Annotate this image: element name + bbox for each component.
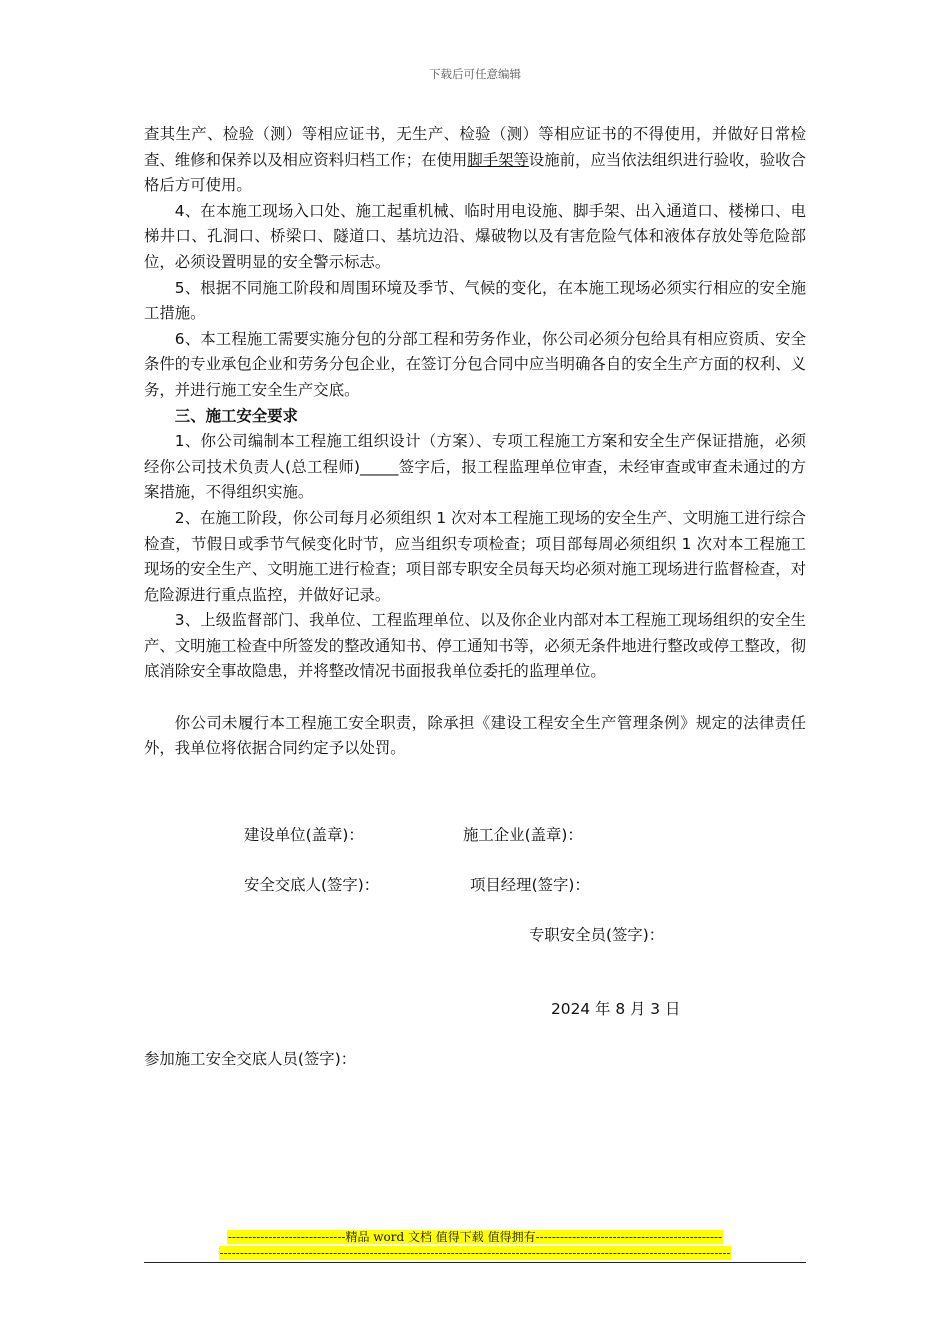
underlined-term: 脚手架等 xyxy=(467,150,529,169)
paragraph-item-6: 6、本工程施工需要实施分包的分部工程和劳务作业，你公司必须分包给具有相应资质、安全条件的专业承包企业和劳务分包企业，在签订分包合同中应当明确各自的安全生产方面的权利、义务，并进行施工安全生产交底。 xyxy=(144,329,806,399)
contractor-seal-label: 施工企业(盖章)： xyxy=(463,826,583,844)
requirement-item-1: 1、你公司编制本工程施工组织设计（方案）、专项工程施工方案和安全生产保证措施，必须经你公司技术负责人(总工程师)_____签字后，报工程监理单位审查，未经审查或审查未通过的方案措施，不得组织实施。 xyxy=(144,432,806,502)
blank-line xyxy=(144,685,806,711)
safety-officer-signature-label: 专职安全员(签字)： xyxy=(529,926,665,944)
requirement-item-2: 2、在施工阶段，你公司每月必须组织 1 次对本工程施工现场的安全生产、文明施工进行综合检查，节假日或季节气候变化时节，应当组织专项检查；项目部每周必须组织 1 次对本工程施工现场的安全生产、文明施工进行检查；项目部专职安全员每天均必须对施工现场进行监督检查，对危险源进行重点监控，并做好记录。 xyxy=(144,508,806,604)
paragraph-text: 设施前，应当依法组织进行验收，验收合格后方可使用。 xyxy=(144,150,806,195)
paragraph-continued xyxy=(144,122,806,199)
paragraph-item-4: 4、在本施工现场入口处、施工起重机械、临时用电设施、脚手架、出入通道口、楼梯口、电梯井口、孔洞口、桥梁口、隧道口、基坑边沿、爆破物以及有害危险气体和液体存放处等危险部位，必须设置明显的安全警示标志。 xyxy=(144,201,806,271)
footer-banner-text: -----------------------------精品 word 文档 值得下载 值得拥有---------------------------------------------- xyxy=(227,1230,723,1244)
briefer-signature-label: 安全交底人(签字)： xyxy=(244,876,380,894)
footer-divider xyxy=(144,1262,806,1263)
project-manager-signature-label: 项目经理(签字)： xyxy=(470,876,590,894)
document-date: 2024 年 8 月 3 日 xyxy=(551,1000,681,1018)
paragraph-text: 查其生产、检验（测）等相应证书，无生产、检验（测）等相应证书的不得使用，并做好日常检查、维修和保养以及相应资料归档工作；在使用 xyxy=(144,125,806,169)
participants-signature-label: 参加施工安全交底人员(签字)： xyxy=(144,1050,357,1068)
requirement-item-3: 3、上级监督部门、我单位、工程监理单位、以及你企业内部对本工程施工现场组织的安全生产、文明施工检查中所签发的整改通知书、停工通知书等，必须无条件地进行整改或停工整改，彻底消除安全事故隐患，并将整改情况书面报我单位委托的监理单位。 xyxy=(144,611,806,681)
page-header-note: 下载后可任意编辑 xyxy=(429,67,521,81)
owner-seal-label: 建设单位(盖章)： xyxy=(244,826,364,844)
footer-banner-line-2 xyxy=(144,1246,806,1261)
section-heading-3: 三、施工安全要求 xyxy=(174,406,298,425)
footer-banner-line-1 xyxy=(144,1230,806,1245)
paragraph-item-5: 5、根据不同施工阶段和周围环境及季节、气候的变化，在本施工现场必须实行相应的安全施工措施。 xyxy=(144,278,806,323)
closing-paragraph: 你公司未履行本工程施工安全职责，除承担《建设工程安全生产管理条例》规定的法律责任外，我单位将依据合同约定予以处罚。 xyxy=(144,713,806,758)
document-body xyxy=(144,122,806,762)
footer-banner-dashes: ------------------------------------------------------------------------------------------------------------------------------ xyxy=(219,1246,731,1260)
